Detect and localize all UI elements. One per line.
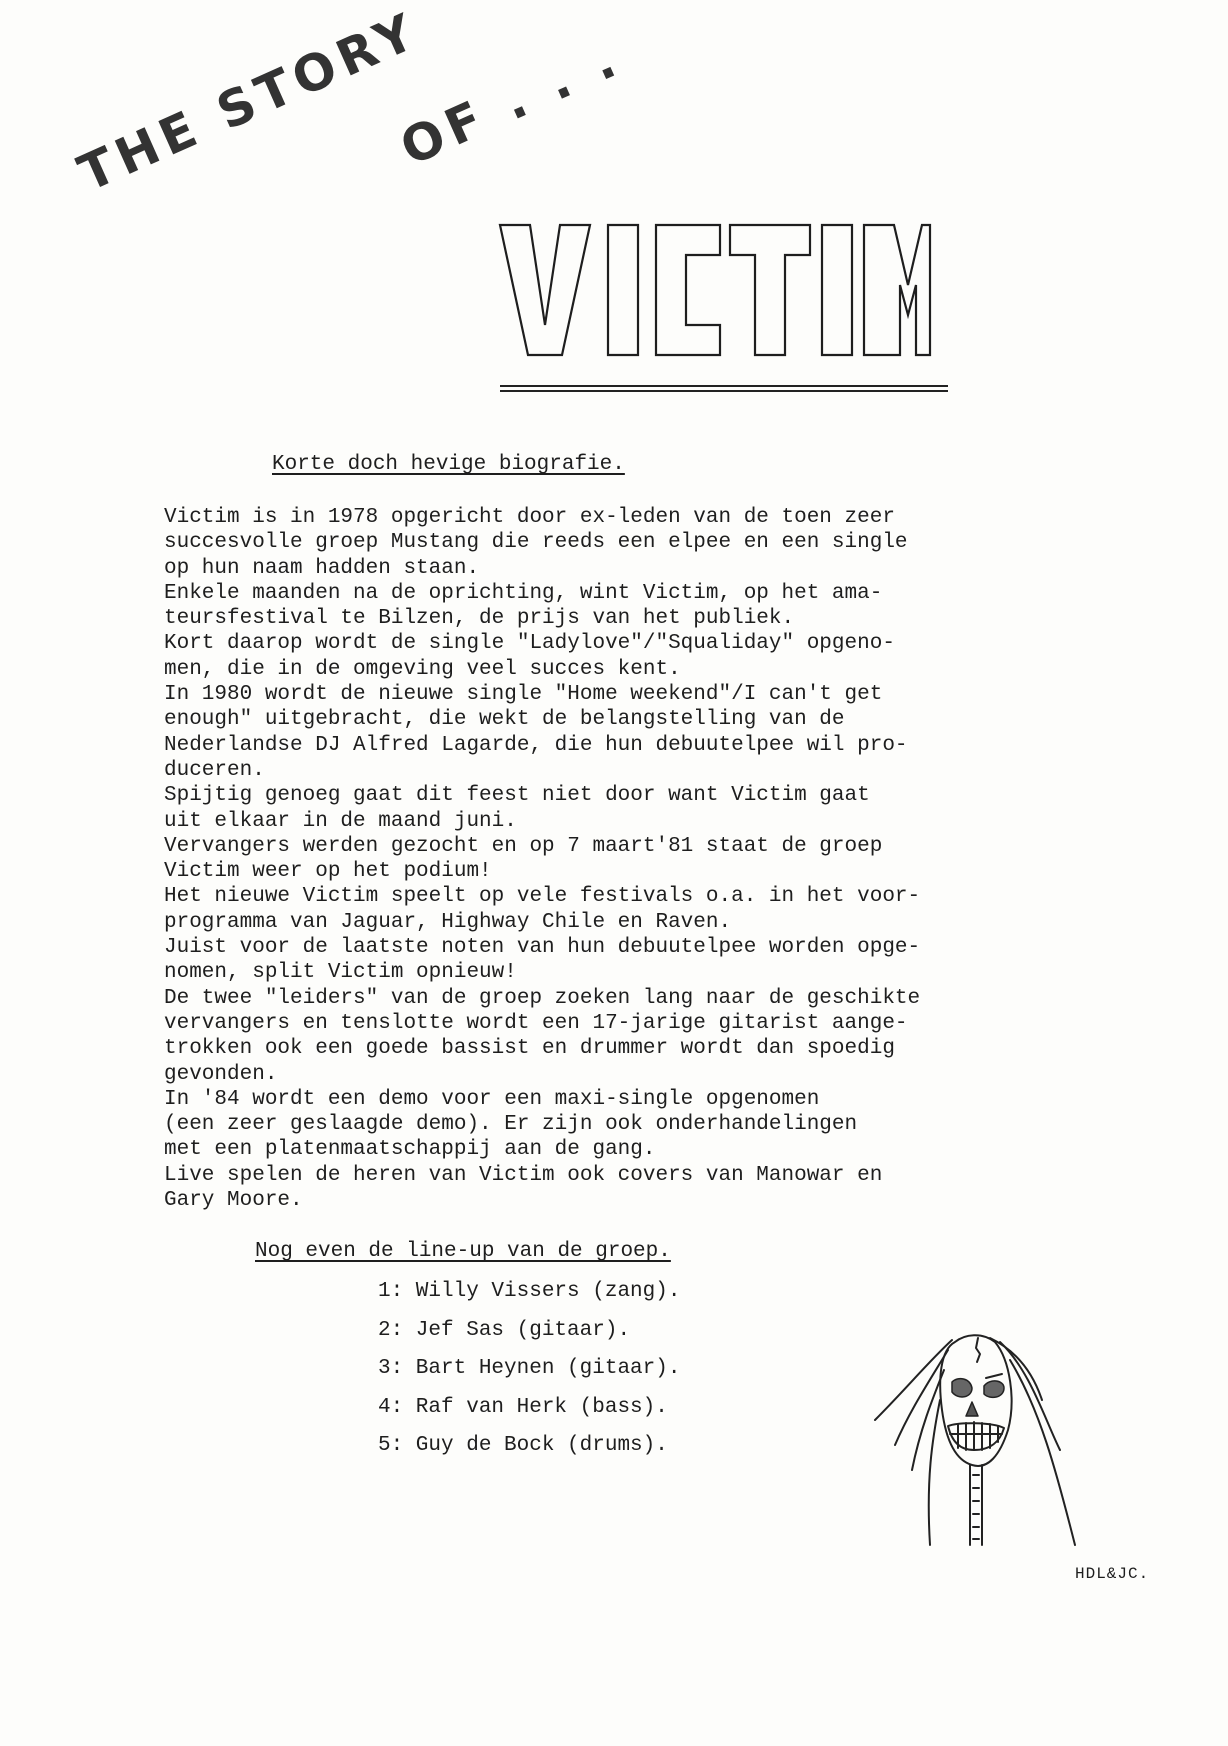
victim-title-logo bbox=[490, 215, 940, 365]
bio-line: In 1980 wordt de nieuwe single "Home weekend"/I can't get bbox=[164, 683, 883, 707]
bio-line: met een platenmaatschappij aan de gang. bbox=[164, 1138, 656, 1162]
bio-line: Victim is in 1978 opgericht door ex-leden van de toen zeer bbox=[164, 506, 895, 529]
bio-line: Enkele maanden na de oprichting, wint Victim, op het ama- bbox=[164, 581, 883, 605]
bio-line: gevonden. bbox=[164, 1062, 278, 1086]
lineup-member: 5: Guy de Bock (drums). bbox=[378, 1434, 668, 1457]
bio-line: nomen, split Victim opnieuw! bbox=[164, 961, 517, 985]
bio-line: Live spelen de heren van Victim ook covers van Manowar en bbox=[164, 1163, 883, 1187]
bio-line: De twee "leiders" van de groep zoeken lang naar de geschikte bbox=[164, 986, 921, 1010]
lineup-list bbox=[378, 1280, 680, 1473]
bio-line: uit elkaar in de maand juni. bbox=[164, 809, 517, 833]
story-heading: THE STORY bbox=[70, 1, 429, 203]
lineup-member: 3: Bart Heynen (gitaar). bbox=[378, 1357, 681, 1380]
bio-line: trokken ook een goede bassist en drummer wordt dan spoedig bbox=[164, 1037, 895, 1061]
lineup-member: 1: Willy Vissers (zang). bbox=[378, 1280, 681, 1303]
bio-line: Juist voor de laatste noten van hun debuutelpee worden opge- bbox=[164, 936, 921, 960]
bio-line: Vervangers werden gezocht en op 7 maart'81 staat de groep bbox=[164, 834, 883, 858]
bio-line: Het nieuwe Victim speelt op vele festivals o.a. in het voor- bbox=[164, 885, 921, 909]
bio-line: succesvolle groep Mustang die reeds een elpee en een single bbox=[164, 531, 908, 555]
lineup-member: 4: Raf van Herk (bass). bbox=[378, 1395, 668, 1419]
biography-text bbox=[164, 505, 1094, 1213]
bio-line: enough" uitgebracht, die wekt de belangstelling van de bbox=[164, 708, 845, 732]
title-underline bbox=[500, 385, 948, 395]
bio-line: In '84 wordt een demo voor een maxi-single opgenomen bbox=[164, 1087, 820, 1111]
bio-line: vervangers en tenslotte wordt een 17-jarige gitarist aange- bbox=[164, 1011, 908, 1035]
lineup-heading: Nog even de line-up van de groep. bbox=[255, 1240, 671, 1263]
biography-heading: Korte doch hevige biografie. bbox=[272, 453, 625, 476]
skull-drawing bbox=[860, 1330, 1090, 1560]
bio-line: Nederlandse DJ Alfred Lagarde, die hun debuutelpee wil pro- bbox=[164, 733, 908, 757]
bio-line: teursfestival te Bilzen, de prijs van het publiek. bbox=[164, 607, 795, 631]
bio-line: Spijtig genoeg gaat dit feest niet door want Victim gaat bbox=[164, 784, 870, 808]
bio-line: duceren. bbox=[164, 758, 265, 782]
bio-line: programma van Jaguar, Highway Chile en Raven. bbox=[164, 910, 732, 934]
bio-line: op hun naam hadden staan. bbox=[164, 556, 480, 580]
bio-line: Gary Moore. bbox=[164, 1189, 303, 1213]
bio-line: Victim weer op het podium! bbox=[164, 860, 492, 884]
story-of-heading: OF . . . bbox=[392, 28, 630, 177]
author-signature: HDL&JC. bbox=[1075, 1565, 1150, 1583]
lineup-member: 2: Jef Sas (gitaar). bbox=[378, 1318, 631, 1342]
bio-line: Kort daarop wordt de single "Ladylove"/"Squaliday" opgeno- bbox=[164, 632, 895, 656]
bio-line: (een zeer geslaagde demo). Er zijn ook onderhandelingen bbox=[164, 1113, 858, 1137]
bio-line: men, die in de omgeving veel succes kent. bbox=[164, 657, 681, 681]
